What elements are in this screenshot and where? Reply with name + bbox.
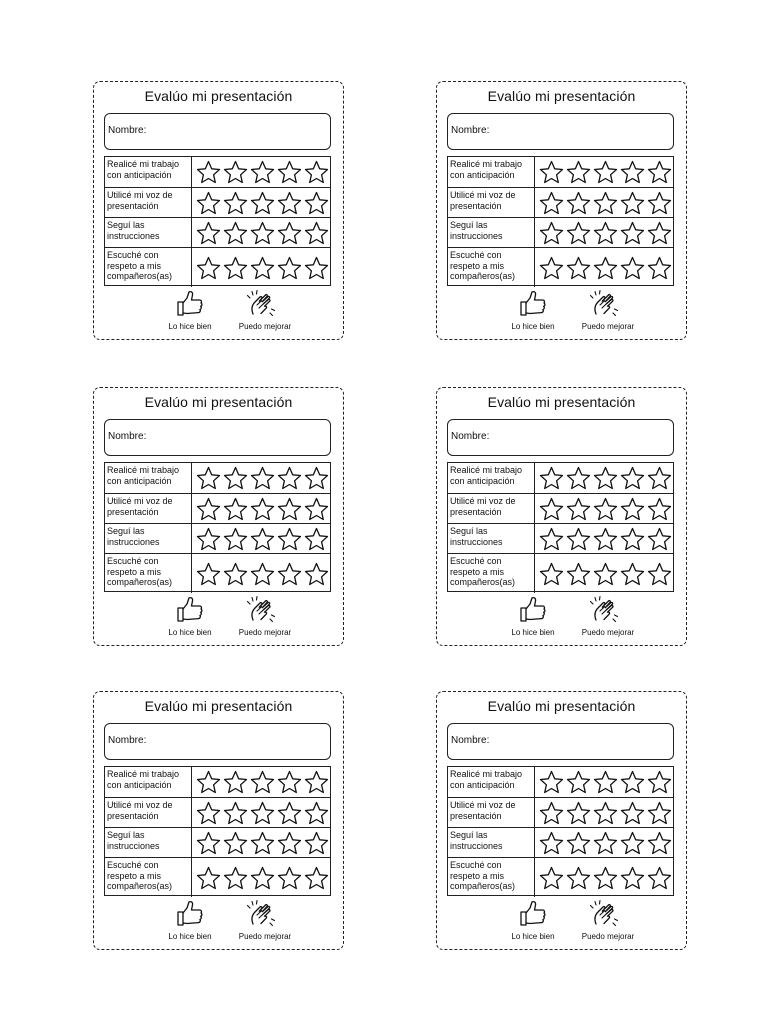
star-icon[interactable] (196, 497, 221, 521)
star-icon[interactable] (566, 221, 591, 245)
card-title: Evalúo mi presentación (144, 394, 293, 410)
star-rating (191, 554, 331, 593)
legend-good-label: Lo hice bien (168, 628, 212, 637)
star-icon[interactable] (196, 466, 221, 490)
star-icon[interactable] (647, 160, 672, 184)
criteria-label: Utilicé mi voz de presentación (450, 190, 516, 211)
criteria-label: Escuché con respeto a mis compañeros(as) (450, 860, 516, 891)
star-rating (191, 157, 331, 187)
thumbs-up-icon (175, 595, 205, 623)
star-icon[interactable] (250, 191, 275, 215)
star-icon[interactable] (250, 527, 275, 551)
name-field[interactable] (447, 723, 674, 760)
star-icon[interactable] (620, 191, 645, 215)
star-icon[interactable] (223, 562, 248, 586)
thumbs-up-icon (518, 899, 548, 927)
star-rating (191, 524, 331, 553)
star-rating (191, 798, 331, 827)
thumbs-up-icon (175, 899, 205, 927)
star-rating (534, 494, 674, 523)
star-icon[interactable] (566, 256, 591, 280)
star-icon[interactable] (620, 801, 645, 825)
star-icon[interactable] (277, 160, 302, 184)
evaluation-card (436, 691, 687, 950)
star-icon[interactable] (196, 831, 221, 855)
legend-improve-label: Puedo mejorar (581, 628, 635, 637)
star-icon[interactable] (593, 831, 618, 855)
star-icon[interactable] (566, 497, 591, 521)
star-rating (534, 218, 674, 247)
criteria-label: Realicé mi trabajo con anticipación (450, 769, 523, 790)
criteria-row (105, 857, 330, 897)
legend-improve-label: Puedo mejorar (238, 932, 292, 941)
name-field[interactable] (104, 723, 331, 760)
star-icon[interactable] (277, 497, 302, 521)
star-icon[interactable] (223, 466, 248, 490)
thumbs-up-icon (518, 595, 548, 623)
criteria-row (448, 217, 673, 247)
clapping-hands-icon (589, 289, 619, 317)
criteria-table (447, 766, 674, 896)
star-rating (534, 554, 674, 593)
star-icon[interactable] (304, 562, 329, 586)
star-rating (534, 798, 674, 827)
name-label: Nombre: (108, 431, 147, 442)
name-label: Nombre: (451, 431, 490, 442)
name-label: Nombre: (108, 125, 147, 136)
star-icon[interactable] (566, 466, 591, 490)
evaluation-card (93, 81, 344, 340)
card-title: Evalúo mi presentación (487, 394, 636, 410)
criteria-row (448, 247, 673, 287)
clapping-hands-icon (246, 899, 276, 927)
star-rating (191, 767, 331, 797)
card-title: Evalúo mi presentación (144, 88, 293, 104)
star-rating (534, 828, 674, 857)
card-title: Evalúo mi presentación (487, 88, 636, 104)
criteria-row (448, 797, 673, 827)
star-icon[interactable] (250, 866, 275, 890)
name-label: Nombre: (451, 735, 490, 746)
star-icon[interactable] (566, 527, 591, 551)
star-icon[interactable] (647, 466, 672, 490)
star-rating (191, 463, 331, 493)
star-icon[interactable] (647, 770, 672, 794)
star-icon[interactable] (223, 497, 248, 521)
criteria-row (448, 857, 673, 897)
criteria-row (105, 767, 330, 797)
legend-improve-label: Puedo mejorar (238, 322, 292, 331)
star-icon[interactable] (539, 770, 564, 794)
legend-good-label: Lo hice bien (168, 322, 212, 331)
star-icon[interactable] (223, 160, 248, 184)
star-icon[interactable] (277, 770, 302, 794)
star-rating (534, 248, 674, 287)
star-icon[interactable] (196, 562, 221, 586)
star-icon[interactable] (539, 497, 564, 521)
star-icon[interactable] (593, 562, 618, 586)
star-icon[interactable] (250, 221, 275, 245)
star-icon[interactable] (277, 466, 302, 490)
criteria-label: Seguí las instrucciones (107, 830, 160, 851)
name-field[interactable] (104, 113, 331, 150)
criteria-row (105, 463, 330, 493)
star-icon[interactable] (566, 562, 591, 586)
criteria-label: Realicé mi trabajo con anticipación (107, 769, 180, 790)
criteria-label: Realicé mi trabajo con anticipación (107, 159, 180, 180)
evaluation-card (93, 387, 344, 646)
star-icon[interactable] (539, 866, 564, 890)
star-rating (191, 828, 331, 857)
criteria-label: Realicé mi trabajo con anticipación (107, 465, 180, 486)
criteria-row (448, 827, 673, 857)
star-icon[interactable] (304, 866, 329, 890)
criteria-label: Seguí las instrucciones (450, 830, 503, 851)
star-icon[interactable] (223, 801, 248, 825)
criteria-label: Realicé mi trabajo con anticipación (450, 465, 523, 486)
star-icon[interactable] (250, 770, 275, 794)
star-icon[interactable] (277, 866, 302, 890)
criteria-label: Escuché con respeto a mis compañeros(as) (450, 556, 516, 587)
star-icon[interactable] (304, 831, 329, 855)
star-icon[interactable] (593, 256, 618, 280)
star-icon[interactable] (647, 191, 672, 215)
star-icon[interactable] (620, 770, 645, 794)
star-icon[interactable] (539, 466, 564, 490)
criteria-label: Seguí las instrucciones (450, 220, 503, 241)
star-icon[interactable] (250, 831, 275, 855)
legend-improve-label: Puedo mejorar (581, 932, 635, 941)
name-label: Nombre: (108, 735, 147, 746)
star-icon[interactable] (250, 466, 275, 490)
star-icon[interactable] (593, 221, 618, 245)
star-icon[interactable] (647, 497, 672, 521)
star-icon[interactable] (620, 221, 645, 245)
star-icon[interactable] (620, 466, 645, 490)
star-rating (191, 188, 331, 217)
name-label: Nombre: (451, 125, 490, 136)
star-icon[interactable] (647, 831, 672, 855)
thumbs-up-icon (518, 289, 548, 317)
star-icon[interactable] (223, 770, 248, 794)
star-icon[interactable] (539, 191, 564, 215)
criteria-table (104, 462, 331, 592)
legend-improve-label: Puedo mejorar (581, 322, 635, 331)
star-icon[interactable] (620, 831, 645, 855)
star-icon[interactable] (539, 527, 564, 551)
star-icon[interactable] (647, 801, 672, 825)
criteria-row (448, 493, 673, 523)
star-rating (191, 218, 331, 247)
star-icon[interactable] (223, 527, 248, 551)
star-icon[interactable] (277, 256, 302, 280)
star-icon[interactable] (566, 770, 591, 794)
star-icon[interactable] (593, 770, 618, 794)
criteria-row (105, 797, 330, 827)
criteria-row (105, 827, 330, 857)
star-icon[interactable] (250, 160, 275, 184)
criteria-row (105, 553, 330, 593)
star-icon[interactable] (620, 160, 645, 184)
criteria-row (448, 157, 673, 187)
star-icon[interactable] (304, 801, 329, 825)
criteria-label: Escuché con respeto a mis compañeros(as) (107, 556, 173, 587)
star-icon[interactable] (277, 527, 302, 551)
legend-good-label: Lo hice bien (511, 932, 555, 941)
star-icon[interactable] (566, 801, 591, 825)
criteria-table (104, 766, 331, 896)
clapping-hands-icon (589, 595, 619, 623)
star-rating (534, 858, 674, 897)
criteria-row (448, 187, 673, 217)
card-title: Evalúo mi presentación (487, 698, 636, 714)
criteria-row (105, 187, 330, 217)
star-rating (191, 858, 331, 897)
star-icon[interactable] (223, 866, 248, 890)
star-icon[interactable] (196, 866, 221, 890)
star-icon[interactable] (539, 801, 564, 825)
star-icon[interactable] (539, 221, 564, 245)
star-icon[interactable] (539, 562, 564, 586)
star-icon[interactable] (277, 801, 302, 825)
clapping-hands-icon (246, 595, 276, 623)
clapping-hands-icon (589, 899, 619, 927)
criteria-row (448, 553, 673, 593)
star-icon[interactable] (566, 160, 591, 184)
criteria-label: Escuché con respeto a mis compañeros(as) (107, 250, 173, 281)
star-icon[interactable] (647, 221, 672, 245)
star-icon[interactable] (304, 160, 329, 184)
star-icon[interactable] (566, 866, 591, 890)
star-icon[interactable] (196, 770, 221, 794)
card-title: Evalúo mi presentación (144, 698, 293, 714)
star-icon[interactable] (566, 191, 591, 215)
criteria-label: Realicé mi trabajo con anticipación (450, 159, 523, 180)
star-icon[interactable] (250, 801, 275, 825)
evaluation-card (93, 691, 344, 950)
star-rating (534, 463, 674, 493)
star-rating (534, 524, 674, 553)
star-icon[interactable] (304, 497, 329, 521)
star-icon[interactable] (196, 801, 221, 825)
star-icon[interactable] (620, 562, 645, 586)
legend-improve-label: Puedo mejorar (238, 628, 292, 637)
legend-good-label: Lo hice bien (511, 628, 555, 637)
star-icon[interactable] (196, 160, 221, 184)
star-icon[interactable] (620, 497, 645, 521)
criteria-row (448, 767, 673, 797)
star-icon[interactable] (196, 221, 221, 245)
star-icon[interactable] (593, 801, 618, 825)
evaluation-card (436, 81, 687, 340)
star-icon[interactable] (304, 527, 329, 551)
star-icon[interactable] (223, 256, 248, 280)
star-rating (191, 248, 331, 287)
star-icon[interactable] (647, 866, 672, 890)
criteria-label: Seguí las instrucciones (450, 526, 503, 547)
star-icon[interactable] (593, 466, 618, 490)
star-icon[interactable] (539, 160, 564, 184)
star-icon[interactable] (277, 831, 302, 855)
star-icon[interactable] (593, 191, 618, 215)
star-icon[interactable] (539, 831, 564, 855)
star-icon[interactable] (304, 221, 329, 245)
star-icon[interactable] (196, 256, 221, 280)
star-icon[interactable] (539, 256, 564, 280)
star-rating (191, 494, 331, 523)
star-icon[interactable] (593, 160, 618, 184)
star-icon[interactable] (647, 527, 672, 551)
criteria-label: Seguí las instrucciones (107, 526, 160, 547)
star-icon[interactable] (304, 256, 329, 280)
star-icon[interactable] (304, 191, 329, 215)
star-icon[interactable] (277, 221, 302, 245)
star-icon[interactable] (620, 866, 645, 890)
criteria-row (105, 247, 330, 287)
star-icon[interactable] (620, 256, 645, 280)
criteria-table (104, 156, 331, 286)
star-icon[interactable] (593, 866, 618, 890)
star-icon[interactable] (593, 527, 618, 551)
star-icon[interactable] (250, 256, 275, 280)
star-icon[interactable] (196, 527, 221, 551)
criteria-label: Utilicé mi voz de presentación (450, 800, 516, 821)
criteria-label: Seguí las instrucciones (107, 220, 160, 241)
criteria-row (105, 523, 330, 553)
star-rating (534, 767, 674, 797)
star-icon[interactable] (196, 191, 221, 215)
star-icon[interactable] (593, 497, 618, 521)
star-icon[interactable] (647, 256, 672, 280)
evaluation-card (436, 387, 687, 646)
star-icon[interactable] (223, 221, 248, 245)
name-field[interactable] (447, 113, 674, 150)
star-icon[interactable] (277, 191, 302, 215)
clapping-hands-icon (246, 289, 276, 317)
star-icon[interactable] (277, 562, 302, 586)
star-rating (534, 188, 674, 217)
criteria-label: Utilicé mi voz de presentación (107, 190, 173, 211)
criteria-row (105, 493, 330, 523)
legend-good-label: Lo hice bien (511, 322, 555, 331)
star-icon[interactable] (304, 466, 329, 490)
criteria-table (447, 462, 674, 592)
criteria-label: Utilicé mi voz de presentación (107, 800, 173, 821)
criteria-label: Utilicé mi voz de presentación (450, 496, 516, 517)
criteria-row (105, 157, 330, 187)
criteria-label: Escuché con respeto a mis compañeros(as) (107, 860, 173, 891)
star-rating (534, 157, 674, 187)
star-icon[interactable] (250, 497, 275, 521)
criteria-row (448, 523, 673, 553)
legend-good-label: Lo hice bien (168, 932, 212, 941)
name-field[interactable] (104, 419, 331, 456)
thumbs-up-icon (175, 289, 205, 317)
criteria-label: Escuché con respeto a mis compañeros(as) (450, 250, 516, 281)
star-icon[interactable] (223, 191, 248, 215)
criteria-row (448, 463, 673, 493)
star-icon[interactable] (223, 831, 248, 855)
star-icon[interactable] (566, 831, 591, 855)
star-icon[interactable] (620, 527, 645, 551)
criteria-row (105, 217, 330, 247)
criteria-table (447, 156, 674, 286)
star-icon[interactable] (250, 562, 275, 586)
star-icon[interactable] (304, 770, 329, 794)
name-field[interactable] (447, 419, 674, 456)
criteria-label: Utilicé mi voz de presentación (107, 496, 173, 517)
star-icon[interactable] (647, 562, 672, 586)
